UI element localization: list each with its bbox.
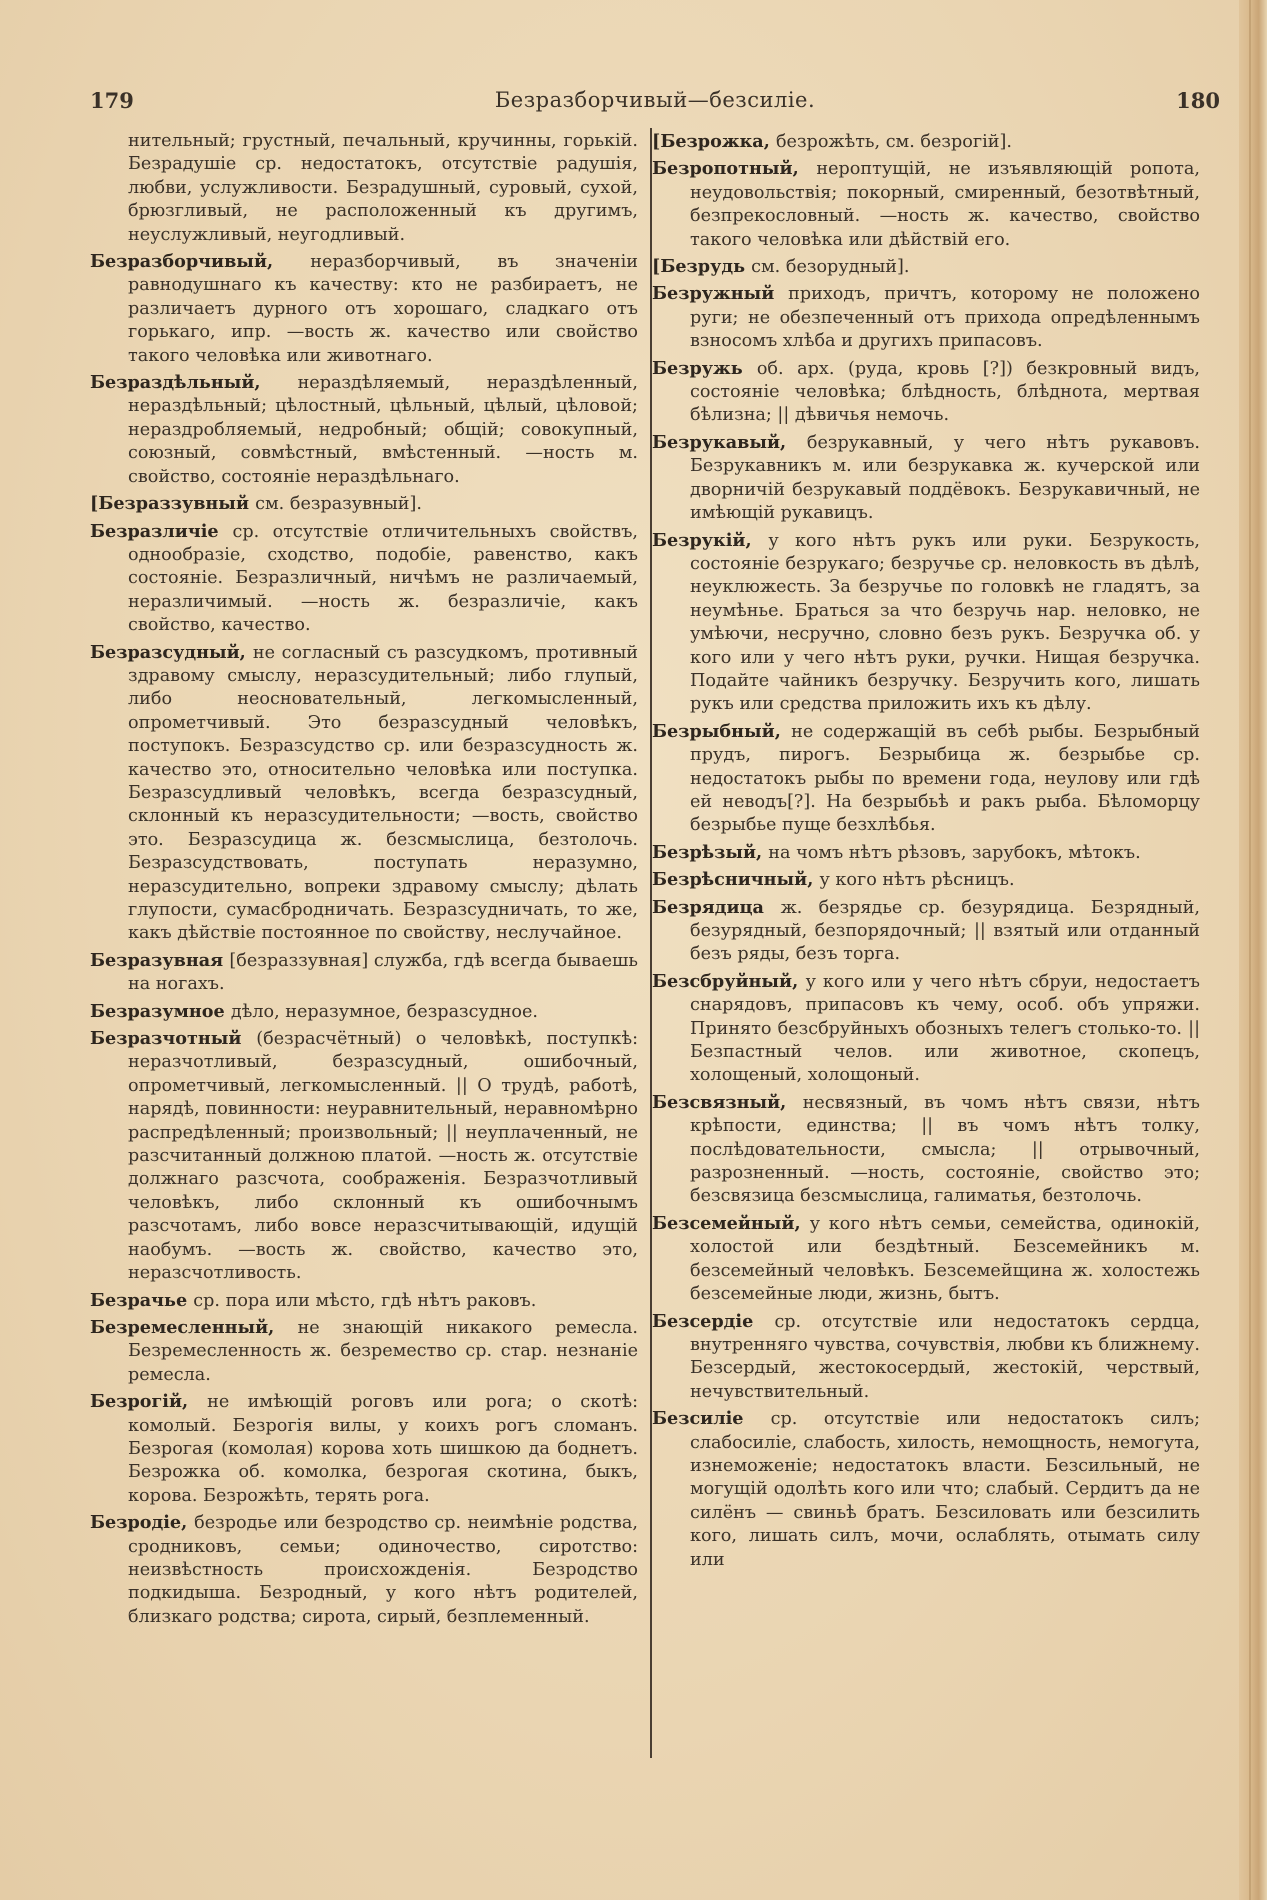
entry-headword: Безрѣзый, bbox=[652, 841, 769, 863]
entry-definition: ж. безрядье ср. безурядица. Безрядный, безурядный, безпорядочный; || взятый или отданный безъ ряды, безъ торга. bbox=[690, 897, 1200, 965]
dictionary-entry bbox=[652, 1310, 1200, 1405]
entry-definition: ср. пора или мѣсто, гдѣ нѣтъ раковъ. bbox=[193, 1290, 537, 1311]
entry-definition: у кого нѣтъ рукъ или руки. Безрукость, состояніе безрукаго; безручье ср. неловкость въ дѣлѣ, неуклюжесть. За безручье по головкѣ не гладятъ, за неумѣнье. Браться за что безручь нар. неловко, не умѣючи, несручно, словно безъ рукъ. Безручка об. у кого или у чего нѣтъ руки, ручки. Нищая безручка. Подайте чайникъ безручку. Безручить кого, лишать рукъ или средства приложить ихъ къ дѣлу. bbox=[690, 530, 1201, 715]
entry-headword: Безразличіе bbox=[90, 520, 233, 542]
dictionary-entry bbox=[90, 641, 638, 946]
dictionary-entry bbox=[90, 250, 638, 368]
entry-headword: Безразумное bbox=[90, 1000, 231, 1022]
entry-definition: не согласный съ разсудкомъ, противный здравому смыслу, неразсудительный; либо глупый, либо неосновательный, легкомысленный, опрометчивый. Это безразсудный человѣкъ, поступокъ. Безразсудство ср. или безразсудность ж. качество это, относительно человѣка или поступка. Безразсудливый человѣкъ, всегда безразсудный, склонный къ неразсудительности; —вость, свойство это. Безразсудица ж. безсмыслица, безтолочь. Безразсудствовать, поступать неразумно, неразсудительно, вопреки здравому смыслу; дѣлать глупости, сумасбродничать. Безразсудничать, то же, какъ дѣйствіе постоянное по свойству, неслучайное. bbox=[128, 642, 638, 944]
entry-definition: (безрасчётный) о человѣкѣ, поступкѣ: неразчотливый, безразсудный, ошибочный, опрометчивый, легкомысленный. || О трудѣ, работѣ, нарядѣ, повинности: неуравнительный, неравномѣрно распредѣленный; произвольный; || неуплаченный, не разсчитанный должною платой. —ность ж. отсутствіе должнаго разсчота, соображенія. Безразчотливый человѣкъ, либо склонный къ ошибочнымъ разсчотамъ, либо вовсе неразсчитывающій, идущій наобумъ. —вость ж. свойство, качество это, неразсчотливость. bbox=[128, 1029, 638, 1284]
entry-headword: Безразчотный bbox=[90, 1028, 257, 1050]
dictionary-entry bbox=[652, 1091, 1200, 1209]
entry-definition: дѣло, неразумное, безразсудное. bbox=[230, 1001, 539, 1022]
dictionary-entry bbox=[652, 357, 1200, 428]
entry-headword: Безрядица bbox=[652, 896, 781, 918]
dictionary-entry bbox=[652, 431, 1200, 526]
entry-headword: Безраздѣльный, bbox=[90, 372, 298, 394]
entry-headword: [Безрудь bbox=[652, 256, 752, 278]
dictionary-entry bbox=[90, 1511, 638, 1629]
entry-definition: см. безразувный]. bbox=[255, 494, 422, 515]
dictionary-entry bbox=[652, 529, 1200, 717]
entry-headword: [Безрожка, bbox=[652, 131, 776, 152]
entry-headword: Безсбруйный, bbox=[652, 970, 806, 992]
entry-definition: на чомъ нѣтъ рѣзовъ, зарубокъ, мѣтокъ. bbox=[768, 842, 1141, 863]
entry-definition: ср. отсутствіе отличительныхъ свойствъ, однообразіе, сходство, подобіе, равенство, какъ состояніе. Безразличный, ничѣмъ не различаемый, неразличимый. —ность ж. безразличіе, какъ свойство, качество. bbox=[128, 521, 638, 636]
entry-definition: не имѣющій роговъ или рога; о скотѣ: комолый. Безрогія вилы, у коихъ рогъ сломанъ. Безрогая (комолая) корова хоть шишкою да боднетъ. Безрожка об. комолка, безрогая скотина, быкъ, корова. Безрожѣть, терять рога. bbox=[128, 1392, 638, 1506]
dictionary-entry bbox=[652, 841, 1200, 865]
entry-definition: см. безорудный]. bbox=[751, 257, 910, 278]
dictionary-entry bbox=[90, 949, 638, 997]
entry-headword: Безремесленный, bbox=[90, 1316, 298, 1338]
dictionary-entry bbox=[652, 896, 1200, 967]
entry-headword: Безразсудный, bbox=[90, 641, 253, 663]
entry-definition: ср. отсутствіе или недостатокъ сердца, внутренняго чувства, сочувствія, любви къ ближнему. Безсердый, жестокосердый, жестокій, черствый, нечувствительный. bbox=[690, 1311, 1200, 1402]
entry-headword: Безрукій, bbox=[652, 529, 769, 551]
dictionary-entry bbox=[652, 970, 1200, 1088]
entry-definition: не содержащій въ себѣ рыбы. Безрыбный прудъ, пирогъ. Безрыбица ж. безрыбье ср. недостатокъ рыбы по времени года, неулову или гдѣ ей неводъ[?]. На безрыбьѣ и ракъ рыба. Бѣломорцу безрыбье пуще безхлѣбья. bbox=[690, 721, 1200, 836]
dictionary-entry bbox=[652, 282, 1200, 353]
dictionary-entry bbox=[90, 1000, 638, 1024]
entry-headword: Безропотный, bbox=[652, 158, 817, 180]
dictionary-entry bbox=[90, 130, 638, 247]
entry-headword: Безсердіе bbox=[652, 1310, 775, 1332]
page-header bbox=[90, 88, 1220, 122]
dictionary-entry bbox=[652, 868, 1200, 892]
dictionary-entry bbox=[652, 157, 1200, 252]
right-column bbox=[652, 130, 1200, 1575]
entry-headword: Безрачье bbox=[90, 1289, 194, 1311]
entry-definition: нительный; грустный, печальный, кручинны, горькій. Безрадушіе ср. недостатокъ, отсутствіе радушія, любви, услужливости. Безрадушный, суровый, сухой, брюзгливый, не расположенный къ другимъ, неуслужливый, неугодливый. bbox=[128, 131, 638, 245]
dictionary-entry bbox=[90, 1390, 638, 1508]
entry-headword: Безружный bbox=[652, 283, 789, 305]
page-edge bbox=[1239, 0, 1267, 1900]
dictionary-entry bbox=[90, 520, 638, 638]
running-title: Безразборчивый—безсиліе. bbox=[494, 88, 816, 112]
entry-headword: Безразувная bbox=[90, 949, 230, 971]
entry-definition: у кого нѣтъ рѣсницъ. bbox=[819, 870, 1015, 891]
entry-definition: не знающій никакого ремесла. Безремесленность ж. безремество ср. стар. незнаніе ремесла. bbox=[128, 1317, 638, 1385]
entry-definition: нероптущій, не изъявляющій ропота, неудовольствія; покорный, смиренный, безотвѣтный, безпрекословный. —ность ж. качество, свойство такого человѣка или дѣйствій его. bbox=[690, 159, 1200, 250]
entry-definition: ср. отсутствіе или недостатокъ силъ; слабосиліе, слабость, хилость, немощность, немогута, изнеможеніе; недостатокъ власти. Безсильный, не могущій одолѣть кого или что; слабый. Сердитъ да не силёнъ — свиньѣ братъ. Безсиловать или безсилить кого, лишать силъ, мочи, ослаблять, отымать силу или bbox=[690, 1409, 1200, 1570]
entry-headword: Безрукавый, bbox=[652, 431, 807, 453]
dictionary-entry bbox=[652, 720, 1200, 838]
entry-headword: Безрыбный, bbox=[652, 720, 792, 742]
dictionary-entry bbox=[90, 1027, 638, 1285]
entry-definition: у кого нѣтъ семьи, семейства, одинокій, холостой или бездѣтный. Безсемейникъ м. безсемейный человѣкъ. Безсемейщина ж. холостежь безсемейные люди, жизнь, бытъ. bbox=[690, 1213, 1201, 1305]
dictionary-entry bbox=[652, 255, 1200, 279]
page-number-left: 179 bbox=[90, 88, 134, 113]
entry-definition: неразборчивый, въ значеніи равнодушнаго къ качеству: кто не разбираетъ, не различаетъ дурного отъ хорошаго, сладкаго отъ горькаго, ипр. —вость ж. качество или свойство такого человѣка или животнаго. bbox=[128, 252, 638, 366]
entry-headword: [Безраззувный bbox=[90, 493, 256, 515]
dictionary-entry bbox=[652, 130, 1200, 154]
entry-definition: безрукавный, у чего нѣтъ рукавовъ. Безрукавникъ м. или безрукавка ж. кучерской или дворничій безрукавый поддёвокъ. Безрукавичный, не имѣющій рукавицъ. bbox=[690, 432, 1200, 524]
dictionary-entry bbox=[90, 492, 638, 516]
entry-definition: у кого или у чего нѣтъ сбруи, недостаетъ снарядовъ, припасовъ къ чему, особ. объ упряжи. Принято безсбруйныхъ обозныхъ телегъ столько-то. || Безпастный челов. или животное, скопецъ, холощеный, холощоный. bbox=[690, 971, 1200, 1086]
entry-headword: Безсвязный, bbox=[652, 1091, 803, 1113]
dictionary-entry bbox=[90, 371, 638, 489]
entry-definition: безродье или безродство ср. неимѣніе родства, сродниковъ, семьи; одиночество, сиротство: неизвѣстность происхожденія. Безродство подкидыша. Безродный, у кого нѣтъ родителей, близкаго родства; сирота, сирый, безплеменный. bbox=[128, 1513, 638, 1627]
entry-definition: безрожѣть, см. безрогій]. bbox=[775, 132, 1012, 152]
dictionary-entry bbox=[652, 1212, 1200, 1307]
entry-headword: Безродіе, bbox=[90, 1512, 195, 1534]
left-column bbox=[90, 130, 638, 1632]
page-number-right: 180 bbox=[1176, 88, 1220, 113]
entry-headword: Безсиліе bbox=[652, 1408, 771, 1430]
entry-definition: нераздѣляемый, нераздѣленный, нераздѣльный; цѣлостный, цѣльный, цѣлый, цѣловой; нераздробляемый, недробный; общій; совокупный, союзный, совмѣстный, вмѣстенный. —ность м. свойство, состояніе нераздѣльнаго. bbox=[128, 373, 638, 487]
entry-definition: приходъ, причтъ, которому не положено руги; не обезпеченный отъ прихода опредѣленнымъ взносомъ хлѣба и другихъ припасовъ. bbox=[690, 284, 1200, 352]
dictionary-entry bbox=[652, 1407, 1200, 1572]
entry-definition: [безраззувная] служба, гдѣ всегда бываешь на ногахъ. bbox=[128, 950, 638, 995]
entry-headword: Безружь bbox=[652, 357, 757, 379]
entry-headword: Безсемейный, bbox=[652, 1212, 810, 1234]
dictionary-entry bbox=[90, 1316, 638, 1387]
entry-headword: Безрогій, bbox=[90, 1391, 208, 1413]
entry-headword: Безразборчивый, bbox=[90, 251, 311, 273]
entry-definition: об. арх. (руда, кровь [?]) безкровный видъ, состояніе человѣка; блѣдность, блѣднота, мертвая бѣлизна; || дѣвичья немочь. bbox=[690, 358, 1200, 426]
dictionary-entry bbox=[90, 1289, 638, 1313]
entry-definition: несвязный, въ чомъ нѣтъ связи, нѣтъ крѣпости, единства; || въ чомъ нѣтъ толку, послѣдовательности, смысла; || отрывочный, разрозненный. —ность, состояніе, свойство это; безсвязица безсмыслица, галиматья, безтолочь. bbox=[690, 1092, 1201, 1207]
entry-headword: Безрѣсничный, bbox=[652, 869, 820, 891]
